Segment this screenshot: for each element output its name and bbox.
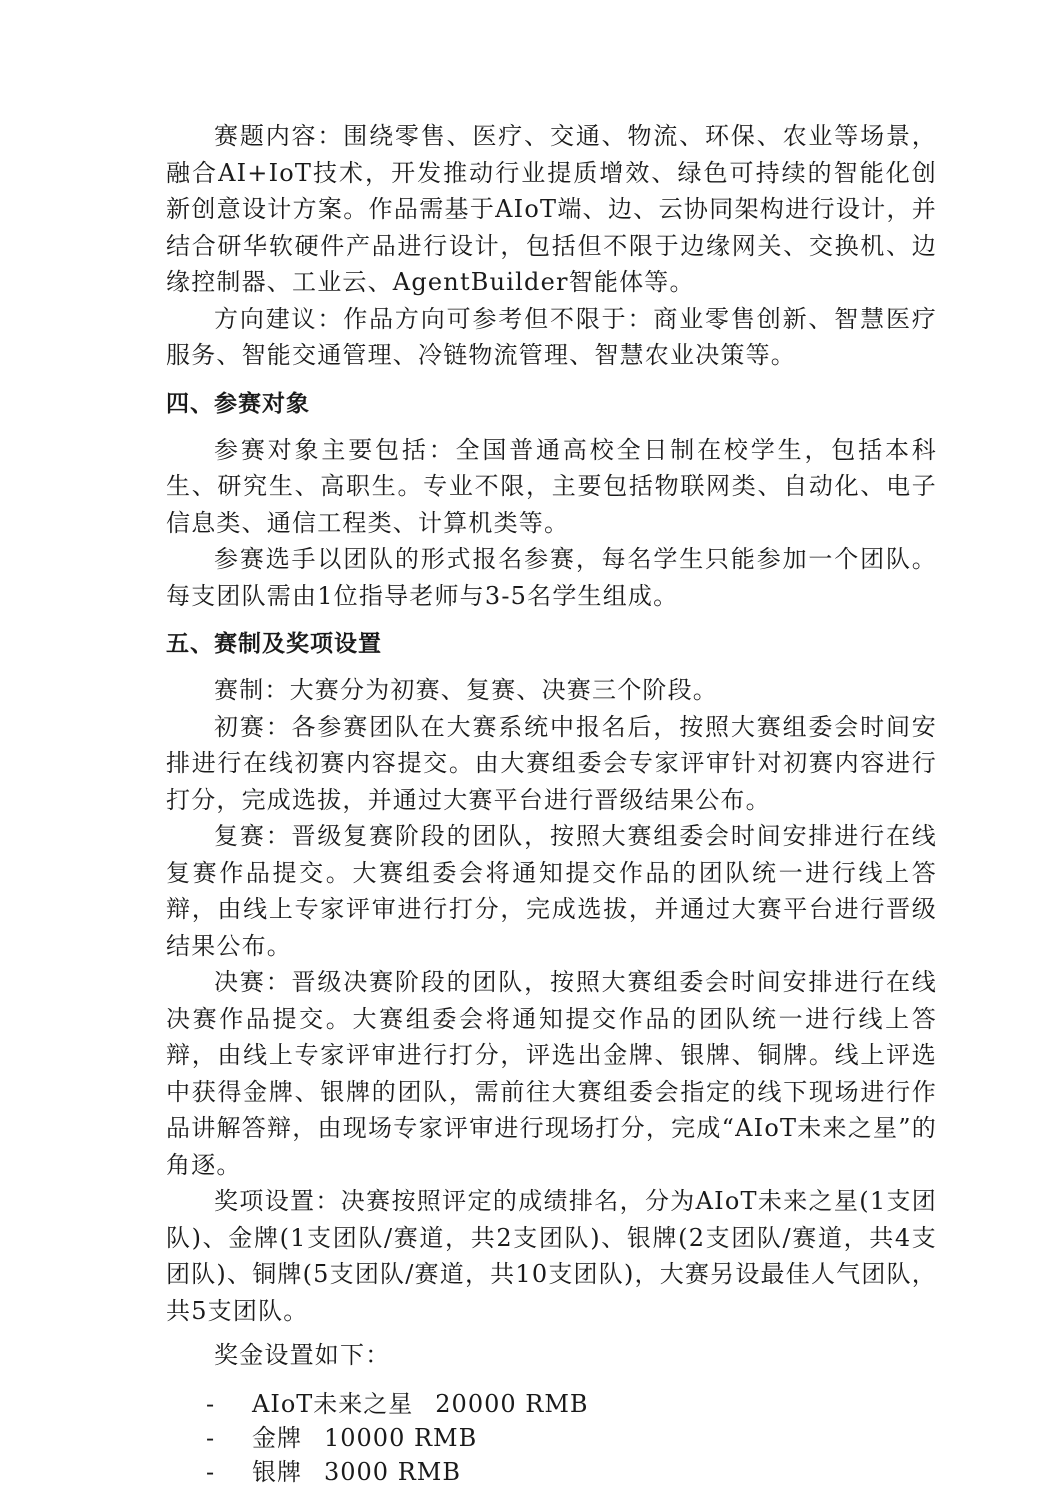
- final-paragraph: 决赛：晋级决赛阶段的团队，按照大赛组委会时间安排进行在线决赛作品提交。大赛组委会将通知提交作品的团队统一进行线上答辩，由线上专家评审进行打分，评选出金牌、银牌、铜牌。线上评选中获得金牌、银牌的团队，需前往大赛组委会指定的线下现场进行作品讲解答辩，由现场专家评审进行现场打分，完成“AIoT未来之星”的角逐。: [166, 968, 937, 1179]
- participants-paragraph: 参赛对象主要包括：全国普通高校全日制在校学生，包括本科生、研究生、高职生。专业不限，主要包括物联网类、自动化、电子信息类、通信工程类、计算机类等。: [166, 435, 937, 537]
- preliminary-paragraph: 初赛：各参赛团队在大赛系统中报名后，按照大赛组委会时间安排进行在线初赛内容提交。由大赛组委会专家评审针对初赛内容进行打分，完成选拔，并通过大赛平台进行晋级结果公布。: [166, 712, 937, 814]
- prize-amount: 10000 RMB: [324, 1424, 478, 1452]
- prize-list: [166, 1387, 937, 1489]
- list-item: [206, 1455, 937, 1489]
- bullet-dash: -: [206, 1424, 216, 1452]
- prize-intro: 奖金设置如下：: [214, 1341, 391, 1369]
- format-paragraph: 赛制：大赛分为初赛、复赛、决赛三个阶段。: [214, 676, 718, 704]
- prize-name: 金牌: [252, 1424, 302, 1452]
- team-paragraph: 参赛选手以团队的形式报名参赛，每名学生只能参加一个团队。每支团队需由1位指导老师与3-5名学生组成。: [166, 545, 937, 610]
- topic-paragraph: 赛题内容：围绕零售、医疗、交通、物流、环保、农业等场景，融合AI+IoT技术，开发推动行业提质增效、绿色可持续的智能化创新创意设计方案。作品需基于AIoT端、边、云协同架构进行设计，并结合研华软硬件产品进行设计，包括但不限于边缘网关、交换机、边缘控制器、工业云、AgentBuilder智能体等。: [166, 122, 937, 296]
- prize-amount: 3000 RMB: [324, 1458, 461, 1486]
- prize-name: 银牌: [252, 1458, 302, 1486]
- list-item: [206, 1387, 937, 1421]
- bullet-dash: -: [206, 1390, 216, 1418]
- section-heading-participants: 四、参赛对象: [166, 390, 310, 417]
- direction-paragraph: 方向建议：作品方向可参考但不限于：商业零售创新、智慧医疗服务、智能交通管理、冷链物流管理、智慧农业决策等。: [166, 304, 937, 369]
- semifinal-paragraph: 复赛：晋级复赛阶段的团队，按照大赛组委会时间安排进行在线复赛作品提交。大赛组委会将通知提交作品的团队统一进行线上答辩，由线上专家评审进行打分，完成选拔，并通过大赛平台进行晋级结果公布。: [166, 822, 937, 960]
- section-heading-format-awards: 五、赛制及奖项设置: [166, 631, 382, 657]
- bullet-dash: -: [206, 1458, 216, 1486]
- awards-paragraph: 奖项设置：决赛按照评定的成绩排名，分为AIoT未来之星(1支团队)、金牌(1支团队/赛道，共2支团队)、银牌(2支团队/赛道，共4支团队)、铜牌(5支团队/赛道，共10支团队)，大赛另设最佳人气团队，共5支团队。: [166, 1187, 937, 1325]
- list-item: [206, 1421, 937, 1455]
- prize-amount: 20000 RMB: [435, 1390, 589, 1418]
- prize-name: AIoT未来之星: [252, 1390, 414, 1418]
